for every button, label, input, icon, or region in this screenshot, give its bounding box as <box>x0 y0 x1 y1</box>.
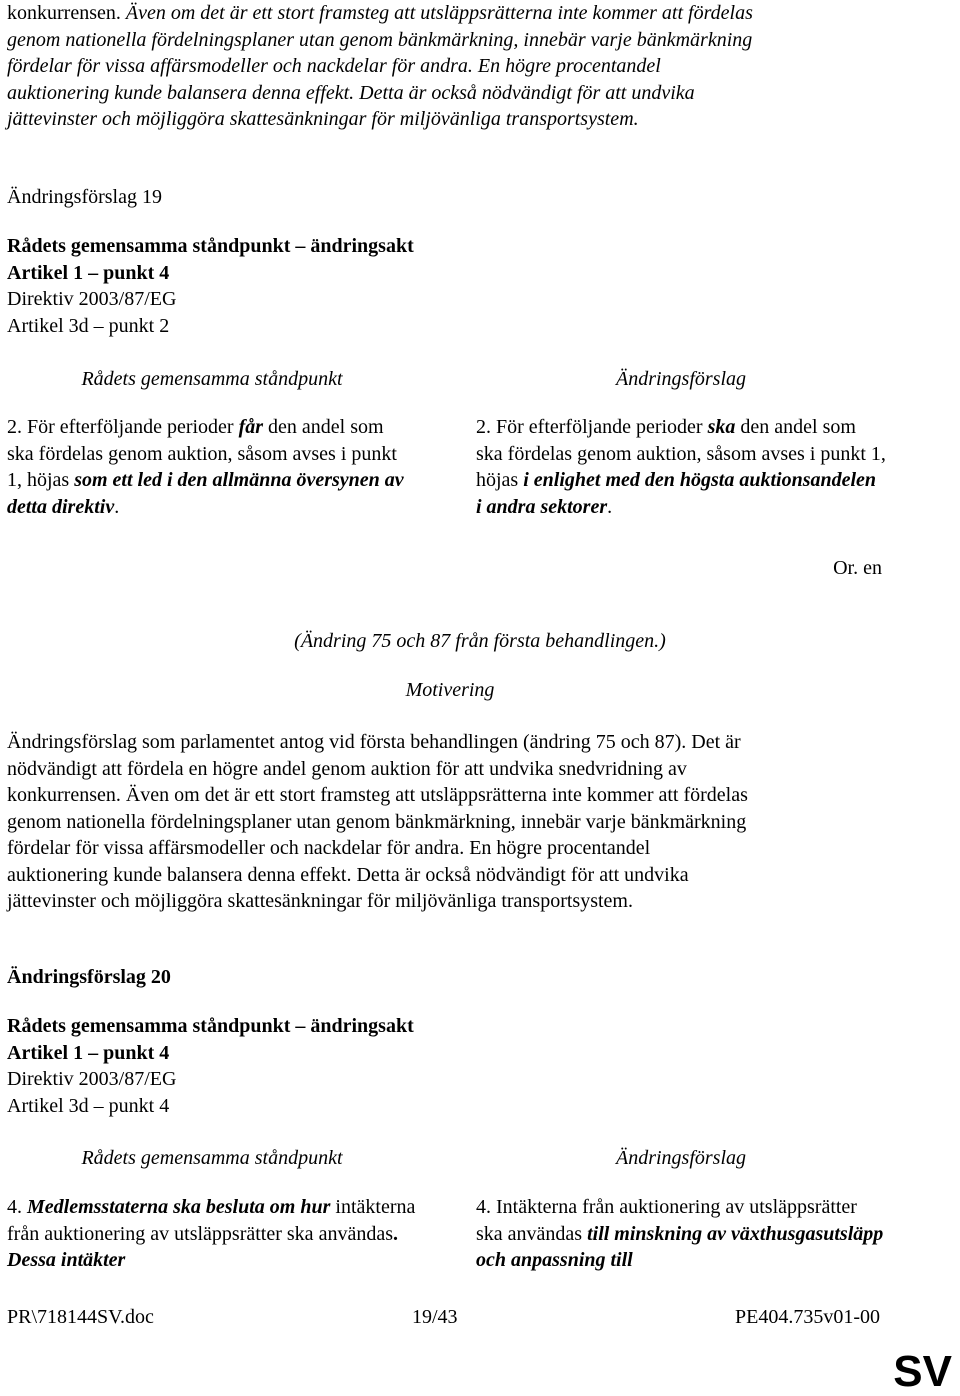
amendment-20-heading: Ändringsförslag 20 <box>7 966 171 988</box>
text-line: fördelar för vissa affärsmodeller och nackdelar för andra. En högre procentandel <box>7 55 661 77</box>
amendment-20-ref-act: Rådets gemensamma ståndpunkt – ändringsakt <box>7 1015 414 1037</box>
text-line: fördelar för vissa affärsmodeller och nackdelar för andra. En högre procentandel <box>7 837 651 859</box>
amendment-20-ref-article: Artikel 1 – punkt 4 <box>7 1042 170 1064</box>
original-language: Or. en <box>833 557 882 579</box>
footer-page-number: 19/43 <box>412 1306 458 1328</box>
text-line: Ändringsförslag som parlamentet antog vid första behandlingen (ändring 75 och 87). Det är <box>7 731 741 753</box>
amendment-20-col-right-header: Ändringsförslag <box>615 1147 747 1169</box>
text-line: jättevinster och möjliggöra skattesänkningar för miljövänliga transportsystem. <box>7 890 633 912</box>
text-line: jättevinster och möjliggöra skattesänkningar för miljövänliga transportsystem. <box>7 108 639 130</box>
text-line: konkurrensen. Även om det är ett stort framsteg att utsläppsrätterna inte kommer att fördelas <box>7 2 753 24</box>
amendment-20-council-text: 4. Medlemsstaterna ska besluta om hur intäkterna från auktionering av utsläppsrätter ska användas. Dessa intäkter <box>7 1196 416 1271</box>
text-line: genom nationella fördelningsplaner utan genom bänkmärkning, innebär varje bänkmärkning <box>7 810 747 833</box>
text-line: auktionering kunde balansera denna effekt. Detta är också nödvändigt för att undvika <box>7 81 695 104</box>
text-line: auktionering kunde balansera denna effekt. Detta är också nödvändigt för att undvika <box>7 863 689 886</box>
top-paragraph <box>7 0 947 133</box>
justification-text <box>7 729 947 915</box>
amendment-19-ref-directive: Direktiv 2003/87/EG <box>7 288 177 310</box>
amendment-19-council-text: 2. För efterföljande perioder får den andel som ska fördelas genom auktion, såsom avses i punkt 1, höjas som ett led i den allmänna översynen av detta direktiv. <box>7 416 404 518</box>
amendment-19-col-left-header: Rådets gemensamma ståndpunkt <box>81 368 343 390</box>
language-code: SV <box>893 1347 952 1396</box>
text-line: konkurrensen. Även om det är ett stort framsteg att utsläppsrätterna inte kommer att fördelas <box>7 784 748 806</box>
amendment-19-proposal-text: 2. För efterföljande perioder ska den andel som ska fördelas genom auktion, såsom avses i punkt 1, höjas i enlighet med den högsta auktionsandelen i andra sektorer. <box>476 416 886 518</box>
amendment-20-proposal-text: 4. Intäkterna från auktionering av utsläppsrätter ska användas till minskning av växthusgasutsläpp och anpassning till <box>476 1196 884 1271</box>
amendment-20-ref-directive: Direktiv 2003/87/EG <box>7 1068 177 1090</box>
text-line: genom nationella fördelningsplaner utan genom bänkmärkning, innebär varje bänkmärkning <box>7 28 753 51</box>
text-line: nödvändigt att fördela en högre andel genom auktion för att undvika snedvridning av <box>7 757 687 780</box>
amendment-20-col-left-header: Rådets gemensamma ståndpunkt <box>81 1147 343 1169</box>
justification-title: Motivering <box>405 679 495 701</box>
amendment-19-col-right-header: Ändringsförslag <box>615 368 747 390</box>
footer-doc-ref: PE404.735v01-00 <box>735 1306 880 1328</box>
amendment-19-ref-subarticle: Artikel 3d – punkt 2 <box>7 315 170 337</box>
amendment-20-ref-subarticle: Artikel 3d – punkt 4 <box>7 1095 170 1117</box>
amendment-19-note: (Ändring 75 och 87 från första behandlingen.) <box>294 630 666 652</box>
footer-doc-name: PR\718144SV.doc <box>7 1306 154 1328</box>
amendment-19-ref-article: Artikel 1 – punkt 4 <box>7 262 170 284</box>
amendment-19-ref-act: Rådets gemensamma ståndpunkt – ändringsakt <box>7 235 414 257</box>
amendment-19-heading: Ändringsförslag 19 <box>7 186 162 208</box>
